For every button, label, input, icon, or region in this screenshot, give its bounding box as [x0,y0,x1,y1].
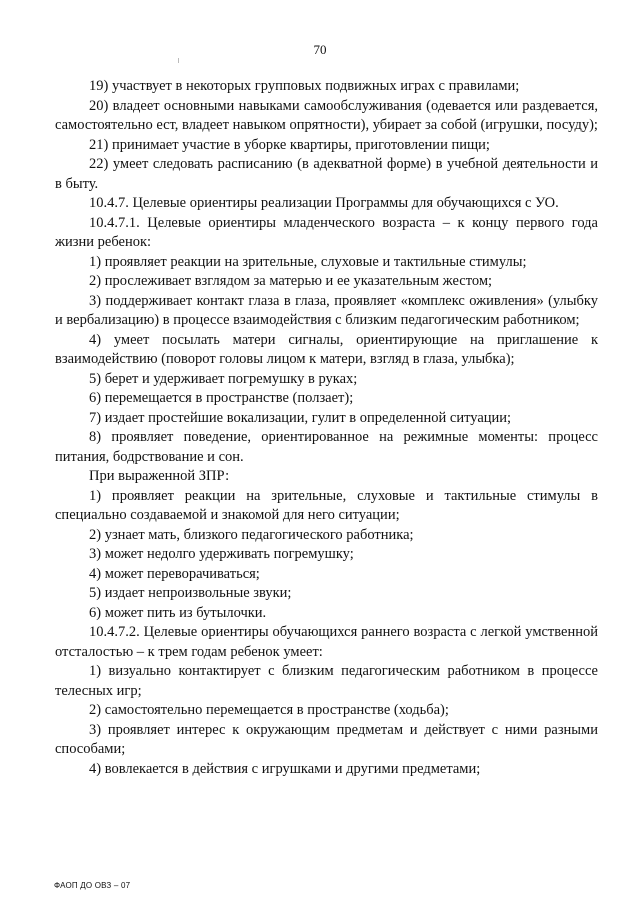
paragraph: 4) умеет посылать матери сигналы, ориентирующие на приглашение к взаимодействию (поворот головы лицом к матери, взгляд в глаза, улыбка); [55,331,598,367]
paragraph: 1) проявляет реакции на зрительные, слуховые и тактильные стимулы; [89,253,527,270]
paragraph: 4) может переворачиваться; [89,565,260,582]
subsection-heading: 10.4.7.1. Целевые ориентиры младенческого возраста – к концу первого года жизни ребенок: [55,214,598,250]
scan-mark [178,58,179,63]
paragraph: 4) вовлекается в действия с игрушками и другими предметами; [89,760,481,777]
paragraph: 3) поддерживает контакт глаза в глаза, проявляет «комплекс оживления» (улыбку и вербализацию) в процессе взаимодействия с близким педагогическим работником; [55,292,598,328]
paragraph: 21) принимает участие в уборке квартиры, приготовлении пищи; [89,136,490,153]
page-number: 70 [313,42,327,57]
paragraph: 19) участвует в некоторых групповых подвижных играх с правилами; [89,78,520,94]
paragraph: 3) проявляет интерес к окружающим предметам и действует с ними разными способами; [55,721,598,757]
paragraph: 2) самостоятельно перемещается в пространстве (ходьба); [89,702,449,718]
paragraph: 2) прослеживает взглядом за матерью и ее указательным жестом; [89,273,493,289]
paragraph: 20) владеет основными навыками самообслуживания (одевается или раздевается, самостоятельно ест, владеет навыком опрятности), убирает за собой (игрушки, посуду); [55,97,598,133]
paragraph: 8) проявляет поведение, ориентированное на режимные моменты: процесс питания, бодрствование и сон. [55,429,598,465]
subsection-heading: 10.4.7.2. Целевые ориентиры обучающихся раннего возраста с легкой умственной отсталостью – к трем годам ребенок умеет: [55,624,598,660]
paragraph: 1) визуально контактирует с близким педагогическим работником в процессе телесных игр; [55,663,598,699]
subheading: При выраженной ЗПР: [89,468,230,484]
paragraph: 1) проявляет реакции на зрительные, слуховые и тактильные стимулы в специально создаваемой и знакомой для него ситуации; [55,487,598,523]
section-heading: 10.4.7. Целевые ориентиры реализации Программы для обучающихся с УО. [89,195,559,211]
document-body [55,77,598,779]
paragraph: 2) узнает мать, близкого педагогического работника; [89,526,414,543]
paragraph: 3) может недолго удерживать погремушку; [89,546,354,562]
paragraph: 22) умеет следовать расписанию (в адекватной форме) в учебной деятельности и в быту. [55,156,598,192]
paragraph: 7) издает простейшие вокализации, гулит в определенной ситуации; [89,409,512,426]
paragraph: 5) издает непроизвольные звуки; [89,585,292,601]
document-footer: ФАОП ДО ОВЗ – 07 [54,881,131,890]
paragraph: 6) перемещается в пространстве (ползает); [89,390,354,406]
paragraph: 6) может пить из бутылочки. [89,604,267,621]
paragraph: 5) берет и удерживает погремушку в руках; [89,370,358,387]
